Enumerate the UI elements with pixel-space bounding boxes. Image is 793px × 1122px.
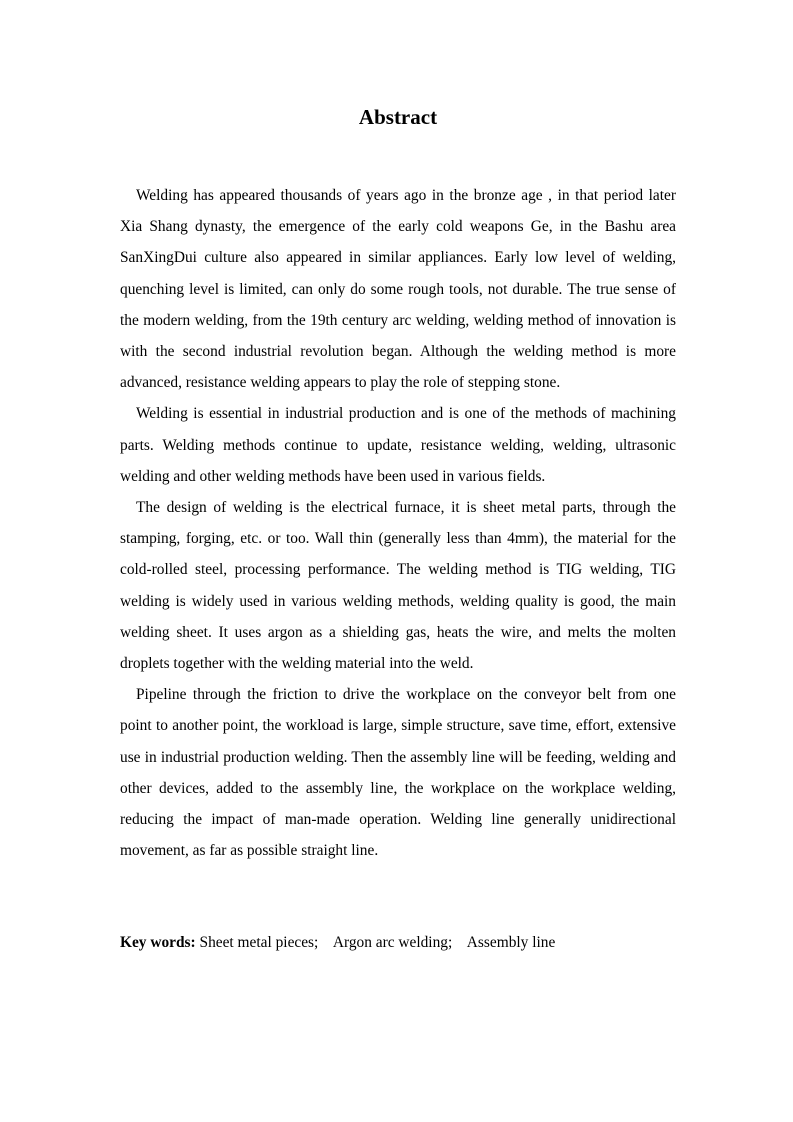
paragraph-design: The design of welding is the electrical furnace, it is sheet metal parts, through the stamping, forging, etc. or too. Wall thin (generally less than 4mm), the material for the cold-rolled steel, processing performance. The welding method is TIG welding, TIG welding is widely used in various welding methods, welding quality is good, the main welding sheet. It uses argon as a shielding gas, heats the wire, and melts the molten droplets together with the welding material into the weld. (120, 499, 676, 673)
keywords-label: Key words: (120, 934, 196, 951)
abstract-body (120, 180, 676, 866)
abstract-page (120, 0, 676, 1122)
paragraph-pipeline: Pipeline through the friction to drive the workplace on the conveyor belt from one point to another point, the workload is large, simple structure, save time, effort, extensive use in industrial production welding. Then the assembly line will be feeding, welding and other devices, added to the assembly line, the workplace on the workplace welding, reducing the impact of man-made operation. Welding line generally unidirectional movement, as far as possible straight line. (120, 686, 676, 860)
paragraph-importance: Welding is essential in industrial production and is one of the methods of machining parts. Welding methods continue to update, resistance welding, welding, ultrasonic welding and other welding methods have been used in various fields. (120, 405, 676, 485)
keywords-value: Sheet metal pieces; Argon arc welding; Assembly line (195, 934, 556, 951)
keywords-line (120, 930, 676, 956)
abstract-title: Abstract (358, 105, 438, 129)
paragraph-history: Welding has appeared thousands of years ago in the bronze age , in that period later Xia Shang dynasty, the emergence of the early cold weapons Ge, in the Bashu area SanXingDui culture also appeared in similar appliances. Early low level of welding, quenching level is limited, can only do some rough tools, not durable. The true sense of the modern welding, from the 19th century arc welding, welding method of innovation is with the second industrial revolution began. Although the welding method is more advanced, resistance welding appears to play the role of stepping stone. (120, 187, 676, 392)
